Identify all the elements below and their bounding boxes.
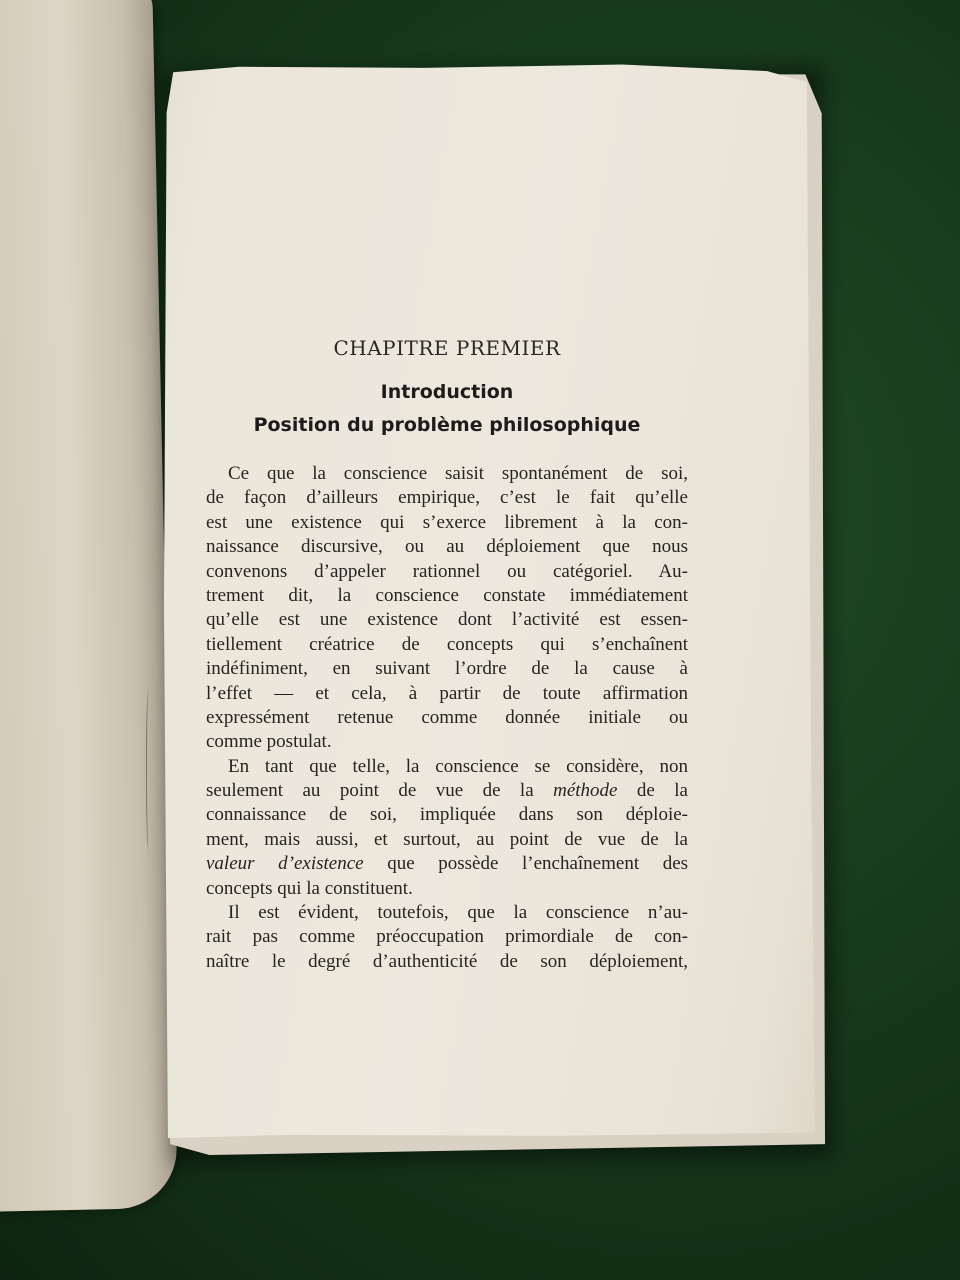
emphasis-text: valeur d’existence [206,853,364,875]
text-line: concepts qui la constituent. [206,877,413,899]
text-line: qu’elle est une existence dont l’activité est essen- [206,609,688,631]
text-line: comme postulat. [206,731,332,753]
text-line: ment, mais aussi, et surtout, au point de vue de la [206,828,688,850]
text-segment: que possède l’enchaînement des [387,853,689,875]
chapter-subtitle: Position du problème philosophique [253,414,641,436]
text-line: indéfiniment, en suivant l’ordre de la cause à [206,658,688,680]
text-line: En tant que telle, la conscience se considère, non [228,755,688,777]
emphasis-text: méthode [553,780,618,802]
text-line: l’effet — et cela, à partir de toute affirmation [206,682,688,704]
text-line-with-emphasis [206,779,688,803]
text-line: de façon d’ailleurs empirique, c’est le fait qu’elle [206,487,688,509]
text-line: est une existence qui s’exerce librement à la con- [206,511,688,533]
text-line: expressément retenue comme donnée initiale ou [206,706,688,728]
text-line: Ce que la conscience saisit spontanément de soi, [228,463,688,484]
text-line: Il est évident, toutefois, que la conscience n’au- [228,902,688,924]
text-line: naissance discursive, ou au déploiement que nous [206,536,688,558]
text-line-with-emphasis [206,852,688,876]
text-segment: seulement au point de vue de la [206,780,534,802]
text-line: connaissance de soi, impliquée dans son déploie- [206,804,688,826]
text-line: naître le degré d’authenticité de son déploiement, [206,950,688,972]
chapter-heading: CHAPITRE PREMIER [333,336,561,360]
body-text [206,462,688,974]
left-facing-page [0,0,178,1212]
text-line: tiellement créatrice de concepts qui s’enchaînent [206,633,688,655]
text-line: rait pas comme préoccupation primordiale de con- [206,926,688,948]
page-text-block [206,330,688,974]
text-segment: de la [636,780,688,802]
text-line: trement dit, la conscience constate immédiatement [206,584,688,606]
chapter-title: Introduction [380,381,514,403]
text-line: convenons d’appeler rationnel ou catégoriel. Au- [206,560,688,582]
binding-thread [146,690,153,850]
